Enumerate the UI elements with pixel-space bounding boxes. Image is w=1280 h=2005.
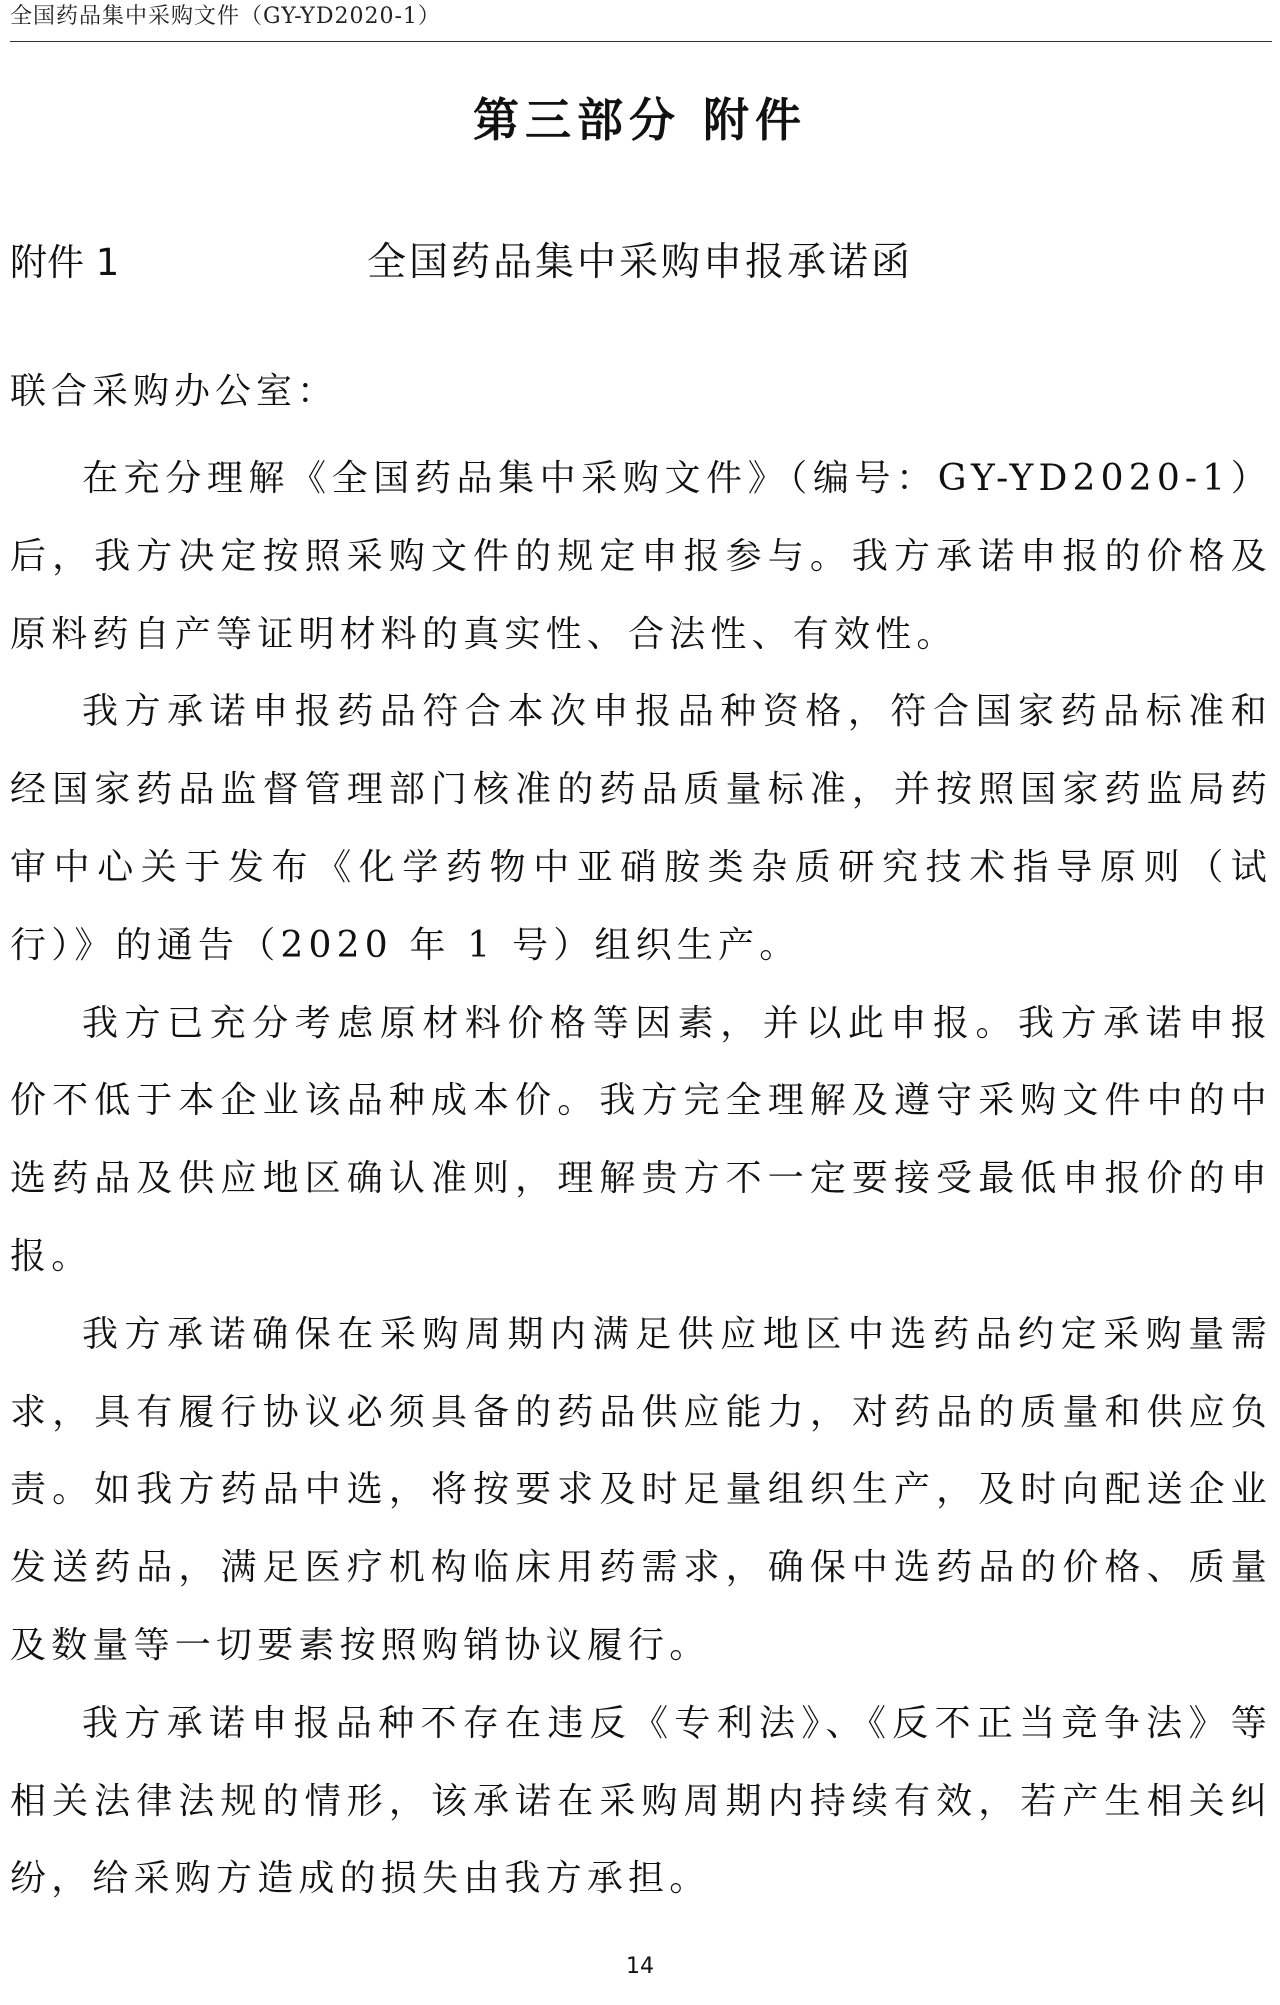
letter-paragraph: 我方承诺申报药品符合本次申报品种资格，符合国家药品标准和经国家药品监督管理部门核准的药品质量标准，并按照国家药监局药审中心关于发布《化学药物中亚硝胺类杂质研究技术指导原则（试行）》的通告（2020 年 1 号）组织生产。 [10,691,1272,966]
page-number: 14 [626,1954,654,1979]
attachment-label: 附件 1 [10,241,120,284]
part-title: 第三部分 附件 [472,93,807,147]
letter-paragraph: 我方承诺申报品种不存在违反《专利法》、《反不正当竞争法》等相关法律法规的情形，该承诺在采购周期内持续有效，若产生相关纠纷，给采购方造成的损失由我方承担。 [10,1702,1272,1900]
letter-paragraph: 在充分理解《全国药品集中采购文件》（编号：GY-YD2020-1）后，我方决定按照采购文件的规定申报参与。我方承诺申报的价格及原料药自产等证明材料的真实性、合法性、有效性。 [10,458,1272,655]
letter-salutation: 联合采购办公室： [10,371,339,412]
letter-body [10,440,1272,1918]
header-divider [10,41,1272,42]
running-header: 全国药品集中采购文件（GY-YD2020-1） [10,4,441,29]
letter-paragraph: 我方承诺确保在采购周期内满足供应地区中选药品约定采购量需求，具有履行协议必须具备的药品供应能力，对药品的质量和供应负责。如我方药品中选，将按要求及时足量组织生产，及时向配送企业发送药品，满足医疗机构临床用药需求，确保中选药品的价格、质量及数量等一切要素按照购销协议履行。 [10,1313,1272,1666]
attachment-title: 全国药品集中采购申报承诺函 [366,240,913,285]
letter-paragraph: 我方已充分考虑原材料价格等因素，并以此申报。我方承诺申报价不低于本企业该品种成本价。我方完全理解及遵守采购文件中的中选药品及供应地区确认准则，理解贵方不一定要接受最低申报价的申报。 [10,1002,1272,1277]
